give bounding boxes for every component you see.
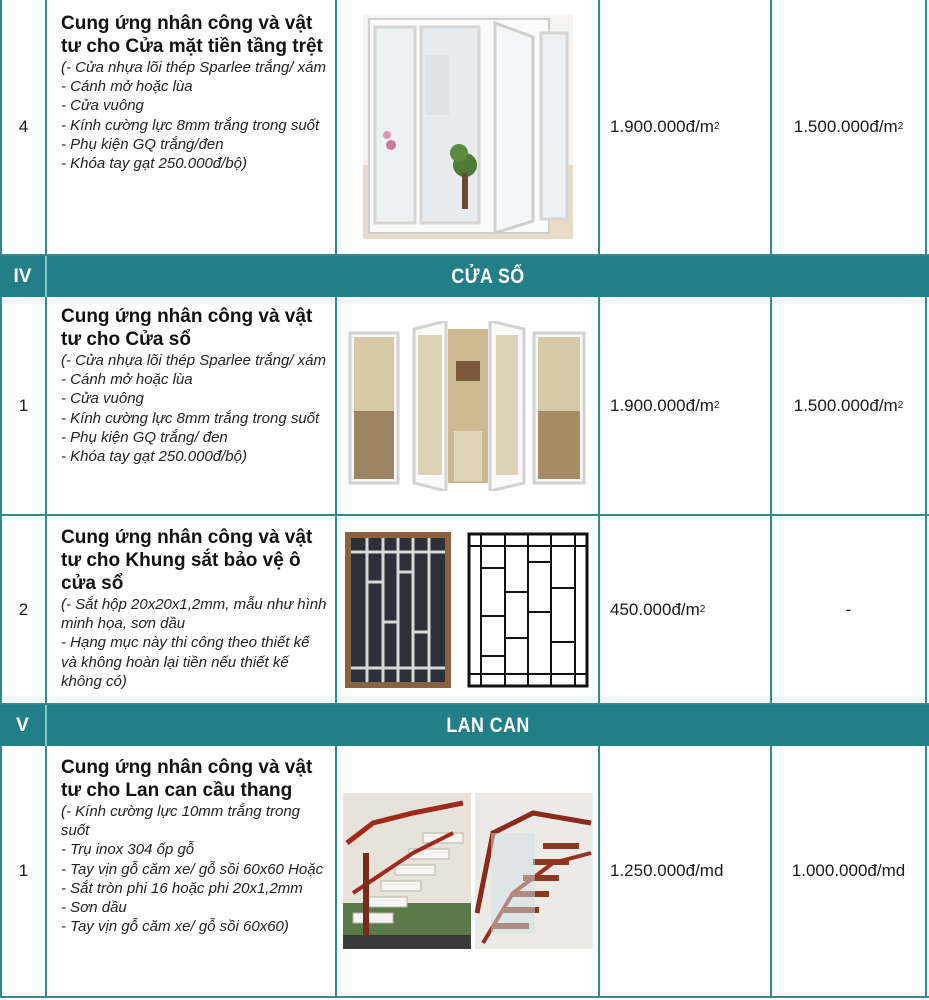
item-desc-line: - Khóa tay gạt 250.000đ/bộ)	[61, 155, 247, 173]
price-cell: 450.000đ/m 2	[600, 516, 772, 703]
item-title: Cung ứng nhân công và vật tư cho Lan can cầu thang	[61, 757, 313, 801]
description-cell	[47, 516, 337, 703]
item-desc-line: (- Sắt hộp 20x20x1,2mm, mẫu như hình minh họa, sơn dầu	[61, 596, 327, 633]
item-desc-line: - Tay vịn gỗ căm xe/ gỗ sồi 60x60 Hoặc	[61, 860, 324, 878]
price-value: 1.500.000đ/m	[793, 117, 898, 136]
price-value: 450.000đ/m	[610, 599, 700, 619]
price-cell: 1.900.000đ/m 2	[600, 0, 772, 254]
item-title: Cung ứng nhân công và vật tư cho Cửa mặt tiền tầng trệt	[61, 13, 323, 57]
section-header	[0, 705, 929, 746]
image-cell	[337, 746, 600, 996]
item-desc-line: - Sắt tròn phi 16 hoặc phi 20x1,2mm	[61, 879, 303, 897]
description-cell	[47, 297, 337, 514]
price-value: 1.250.000đ/md	[610, 861, 724, 880]
table-row	[0, 746, 929, 998]
price-value: 1.900.000đ/m	[610, 117, 714, 136]
row-number: 4	[0, 0, 47, 254]
price-cell	[772, 516, 927, 703]
price-value: 1.000.000đ/md	[791, 861, 906, 880]
row-number: 1	[0, 297, 47, 514]
item-desc-line: - Hạng mục này thi công theo thiết kế và không hoàn lại tiền nếu thiết kế không có)	[61, 634, 310, 690]
item-desc-line: - Cánh mở hoặc lùa	[61, 78, 193, 96]
item-title: Cung ứng nhân công và vật tư cho Khung sắt bảo vệ ô cửa sổ	[61, 527, 313, 594]
item-desc-line: - Phụ kiện GQ trắng/đen	[61, 135, 224, 153]
stair-railing-photo	[343, 793, 593, 949]
item-desc-line: - Cửa vuông	[61, 97, 144, 115]
section-header	[0, 256, 929, 297]
section-title: LAN CAN	[446, 713, 530, 737]
price-value: -	[845, 599, 852, 619]
price-cell: 1.500.000đ/m 2	[772, 0, 927, 254]
price-cell	[772, 746, 927, 996]
section-title: CỬA SỔ	[451, 264, 525, 288]
facade-door-photo	[363, 15, 573, 239]
item-desc-line: - Khóa tay gạt 250.000đ/bộ)	[61, 448, 247, 466]
item-desc-line: - Kính cường lực 8mm trắng trong suốt	[61, 116, 320, 134]
section-number: V	[0, 705, 47, 746]
item-desc-line: - Kính cường lực 8mm trắng trong suốt	[61, 409, 320, 427]
row-number: 2	[0, 516, 47, 703]
table-row	[0, 0, 929, 256]
price-value: 1.900.000đ/m	[610, 395, 714, 415]
description-cell	[47, 0, 337, 254]
item-desc-line: - Cánh mở hoặc lùa	[61, 371, 193, 389]
image-cell	[337, 516, 600, 703]
price-cell: 1.500.000đ/m 2	[772, 297, 927, 514]
item-desc-line: - Cửa vuông	[61, 390, 144, 408]
image-cell	[337, 297, 600, 514]
item-desc-line: - Trụ inox 304 ốp gỗ	[61, 841, 195, 859]
window-photo	[348, 321, 588, 491]
item-desc-line: (- Cửa nhựa lõi thép Sparlee trắng/ xám	[61, 59, 326, 76]
price-cell	[600, 746, 772, 996]
image-cell	[337, 0, 600, 254]
price-cell: 1.900.000đ/m 2	[600, 297, 772, 514]
item-desc-line: - Phụ kiện GQ trắng/ đen	[61, 428, 228, 446]
item-title: Cung ứng nhân công và vật tư cho Cửa sổ	[61, 306, 313, 350]
row-number: 1	[0, 746, 47, 996]
description-cell	[47, 746, 337, 996]
item-desc-line: - Sơn dầu	[61, 899, 127, 917]
item-desc-line: - Tay vịn gỗ căm xe/ gỗ sồi 60x60)	[61, 918, 289, 936]
price-value: 1.500.000đ/m	[793, 395, 898, 415]
item-desc-line: (- Cửa nhựa lõi thép Sparlee trắng/ xám	[61, 352, 326, 369]
iron-grille-photo	[345, 532, 591, 688]
table-row	[0, 297, 929, 516]
table-row	[0, 516, 929, 705]
section-number: IV	[0, 256, 47, 297]
item-desc-line: (- Kính cường lực 10mm trắng trong suốt	[61, 803, 301, 840]
